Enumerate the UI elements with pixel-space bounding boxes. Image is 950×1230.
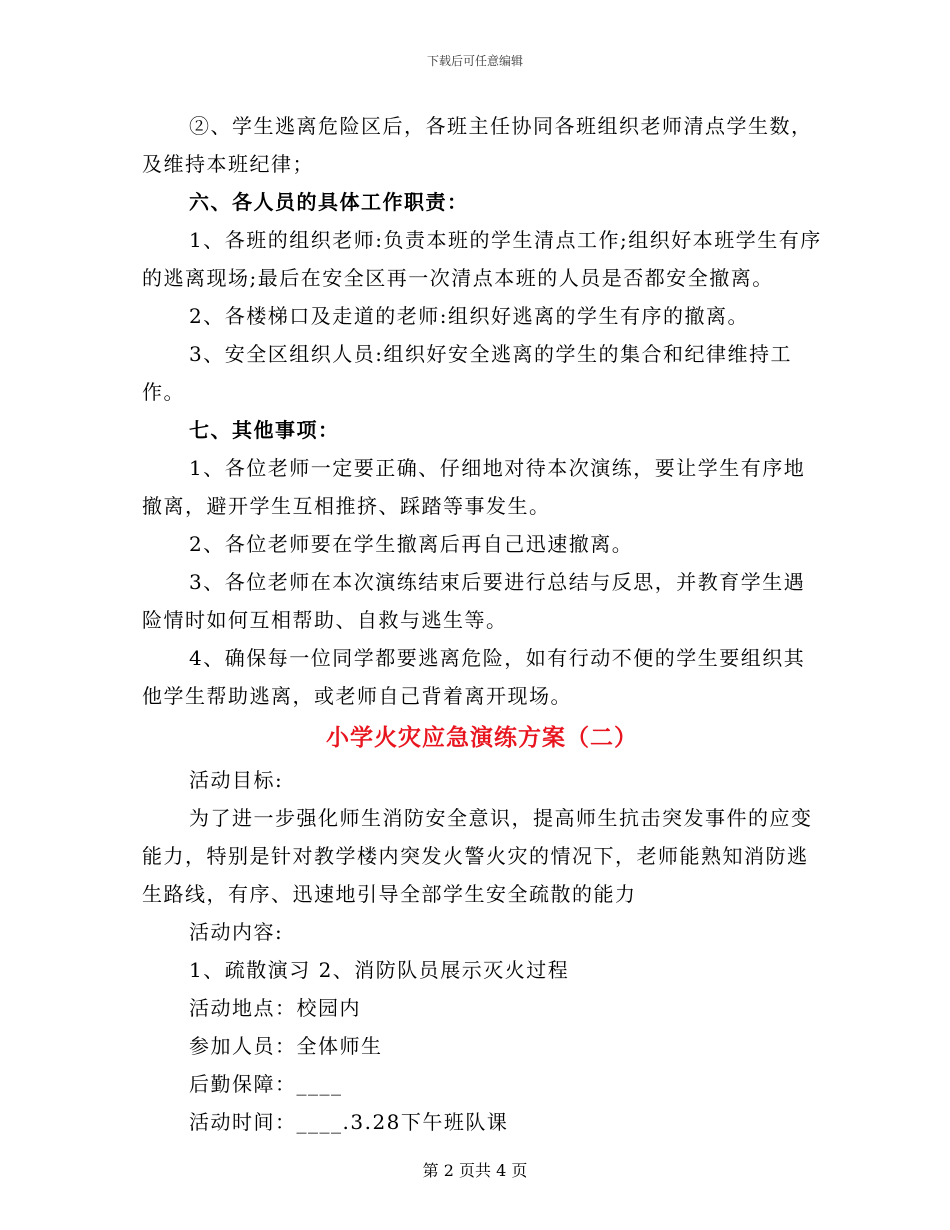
paragraph: 后勤保障：____ (189, 1072, 343, 1096)
paragraph: 2、各位老师要在学生撤离后再自己迅速撤离。 (189, 532, 634, 556)
section-heading: 七、其他事项： (189, 418, 340, 442)
paragraph: 活动地点：校园内 (189, 996, 361, 1020)
paragraph: 1、疏散演习 2、消防队员展示灭火过程 (189, 958, 570, 982)
page-footer: 第 2 页共 4 页 (422, 1161, 528, 1180)
paragraph: 为了进一步强化师生消防安全意识，提高师生抗击突发事件的应变能力，特别是针对教学楼内突发火警火灾的情况下，老师能熟知消防逃生路线，有序、迅速地引导全部学生安全疏散的能力 (142, 806, 813, 906)
paragraph: ②、学生逃离危险区后，各班主任协同各班组织老师清点学生数，及维持本班纪律； (142, 114, 813, 176)
paragraph: 活动内容: (189, 920, 284, 944)
paragraph: 3、各位老师在本次演练结束后要进行总结与反思，并教育学生遇险情时如何互相帮助、自救与逃生等。 (142, 570, 806, 632)
paragraph: 活动目标: (189, 768, 284, 792)
document-title: 小学火灾应急演练方案（二） (326, 724, 638, 751)
paragraph: 2、各楼梯口及走道的老师:组织好逃离的学生有序的撤离。 (189, 304, 749, 328)
paragraph: 4、确保每一位同学都要逃离危险，如有行动不便的学生要组织其他学生帮助逃离，或老师自己背着离开现场。 (142, 646, 806, 708)
section-heading: 六、各人员的具体工作职责： (189, 190, 469, 214)
paragraph: 1、各班的组织老师:负责本班的学生清点工作;组织好本班学生有序的逃离现场;最后在安全区再一次清点本班的人员是否都安全撤离。 (142, 228, 822, 290)
paragraph: 参加人员：全体师生 (189, 1034, 383, 1058)
document-body (142, 107, 822, 1141)
paragraph: 3、安全区组织人员:组织好安全逃离的学生的集合和纪律维持工作。 (142, 342, 792, 404)
page-header: 下载后可任意编辑 (426, 54, 523, 68)
paragraph: 活动时间：____.3.28下午班队课 (189, 1110, 509, 1134)
paragraph: 1、各位老师一定要正确、仔细地对待本次演练，要让学生有序地撤离，避开学生互相推挤、踩踏等事发生。 (142, 456, 806, 518)
